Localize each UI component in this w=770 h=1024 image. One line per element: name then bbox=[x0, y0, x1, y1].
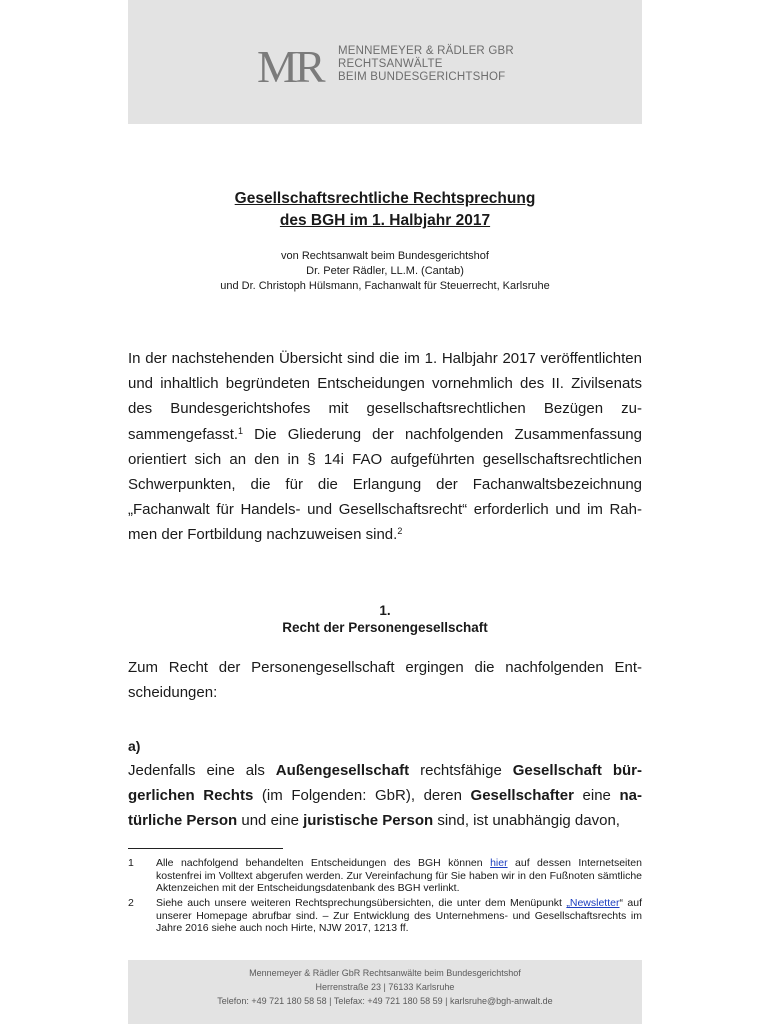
text-run: “ auf unserer Homepage abrufbar sind. – Zur Entwicklung des Unternehmens- und Gesellschaftsrechts im Jahre 2016 siehe auch noch Hirte, NJW 2017, 1213 ff. bbox=[156, 897, 642, 935]
intro-paragraph bbox=[128, 346, 642, 548]
bold-term: Gesellschaft bürgerlichen Rechts bbox=[128, 762, 642, 805]
firm-name-line: BEIM BUNDESGERICHTSHOF bbox=[338, 71, 506, 83]
firm-logo: MR bbox=[257, 41, 323, 92]
bold-term: Gesellschafter bbox=[470, 787, 574, 805]
decisions-link[interactable]: hier bbox=[490, 857, 508, 869]
firm-name-line: MENNEMEYER & RÄDLER GBR bbox=[338, 45, 514, 57]
footnote-number: 2 bbox=[128, 897, 134, 909]
bold-term: Außengesellschaft bbox=[275, 762, 410, 779]
bold-term: natürliche Person bbox=[128, 787, 643, 830]
footer-line: Herrenstraße 23 | 76133 Karlsruhe bbox=[315, 982, 455, 992]
intro-text: Die Gliederung der nachfolgenden Zusammenfassung orientiert sich an den in § 14i FAO aufgeführten gesellschaftsrechtlichen Schwerpunkten, die für die Erlangung der Fachanwaltsbezeichnung „Fachanwalt für Handels- und Gesellschaftsrecht“ erforderlich und im Rahmen der Fortbildung nachzuweisen sind. bbox=[128, 425, 642, 544]
footnote-1 bbox=[128, 857, 642, 895]
text-run: auf dessen Internetseiten kostenfrei im Volltext abgerufen werden. Zur Vereinfachung für Sie haben wir in den Fußnoten sämtliche Aktenzeichen mit der Entscheidungsdatenbank des BGH verlinkt. bbox=[156, 857, 642, 895]
section-lead-paragraph: Zum Recht der Personengesellschaft ergingen die nachfolgenden Entscheidungen: bbox=[128, 659, 642, 702]
footnote-separator bbox=[128, 848, 283, 849]
title-line: Gesellschaftsrechtliche Rechtsprechung bbox=[234, 190, 536, 207]
footnote-number: 1 bbox=[128, 857, 134, 869]
author-line: und Dr. Christoph Hülsmann, Fachanwalt für Steuerrecht, Karlsruhe bbox=[220, 280, 550, 292]
footer-line: Telefon: +49 721 180 58 58 | Telefax: +49 721 180 58 59 | karlsruhe@bgh-anwalt.de bbox=[217, 996, 553, 1006]
text-run: Siehe auch unsere weiteren Rechtsprechungsübersichten, die unter dem Menüpunkt bbox=[156, 897, 567, 909]
text-run: (im Folgenden: GbR), deren bbox=[253, 787, 471, 805]
intro-text: In der nachstehenden Übersicht sind die im 1. Halbjahr 2017 veröffentlichten und inhaltlich begründeten Entscheidungen vornehmlich des II. Zivilsenats des Bundesgerichtshofes mit gesellschaftsrechtlichen Bezügen zusammengefasst. bbox=[128, 350, 642, 443]
text-run: eine bbox=[573, 787, 620, 805]
footnote-text bbox=[156, 897, 642, 935]
author-line: Dr. Peter Rädler, LL.M. (Cantab) bbox=[306, 265, 464, 277]
text-run: sind, ist unabhängig davon, bbox=[433, 812, 620, 830]
title-line: des BGH im 1. Halbjahr 2017 bbox=[279, 212, 491, 229]
footnote-text bbox=[156, 857, 642, 895]
footer-line: Mennemeyer & Rädler GbR Rechtsanwälte beim Bundesgerichtshof bbox=[249, 968, 521, 978]
subsection-paragraph bbox=[128, 758, 642, 834]
footnote-ref-1[interactable]: 1 bbox=[238, 425, 244, 436]
text-run: und eine bbox=[237, 812, 304, 830]
document-title bbox=[128, 188, 642, 232]
page-footer bbox=[128, 960, 642, 1024]
newsletter-link[interactable]: „Newsletter bbox=[566, 897, 620, 909]
firm-name bbox=[338, 45, 514, 84]
section-number: 1. bbox=[379, 603, 391, 618]
text-run: Alle nachfolgend behandelten Entscheidungen des BGH können bbox=[156, 857, 491, 869]
text-run: Jedenfalls eine als bbox=[128, 762, 276, 779]
bold-term: juristische Person bbox=[303, 812, 434, 830]
section-heading bbox=[128, 602, 642, 636]
footnote-ref-2[interactable]: 2 bbox=[397, 526, 403, 537]
firm-name-line: RECHTSANWÄLTE bbox=[338, 58, 443, 70]
text-run: rechtsfähige bbox=[409, 762, 513, 779]
subsection-label: a) bbox=[128, 738, 141, 754]
section-title: Recht der Personengesellschaft bbox=[282, 620, 488, 635]
author-block bbox=[128, 249, 642, 294]
footnote-2 bbox=[128, 897, 642, 935]
author-line: von Rechtsanwalt beim Bundesgerichtshof bbox=[281, 250, 489, 262]
